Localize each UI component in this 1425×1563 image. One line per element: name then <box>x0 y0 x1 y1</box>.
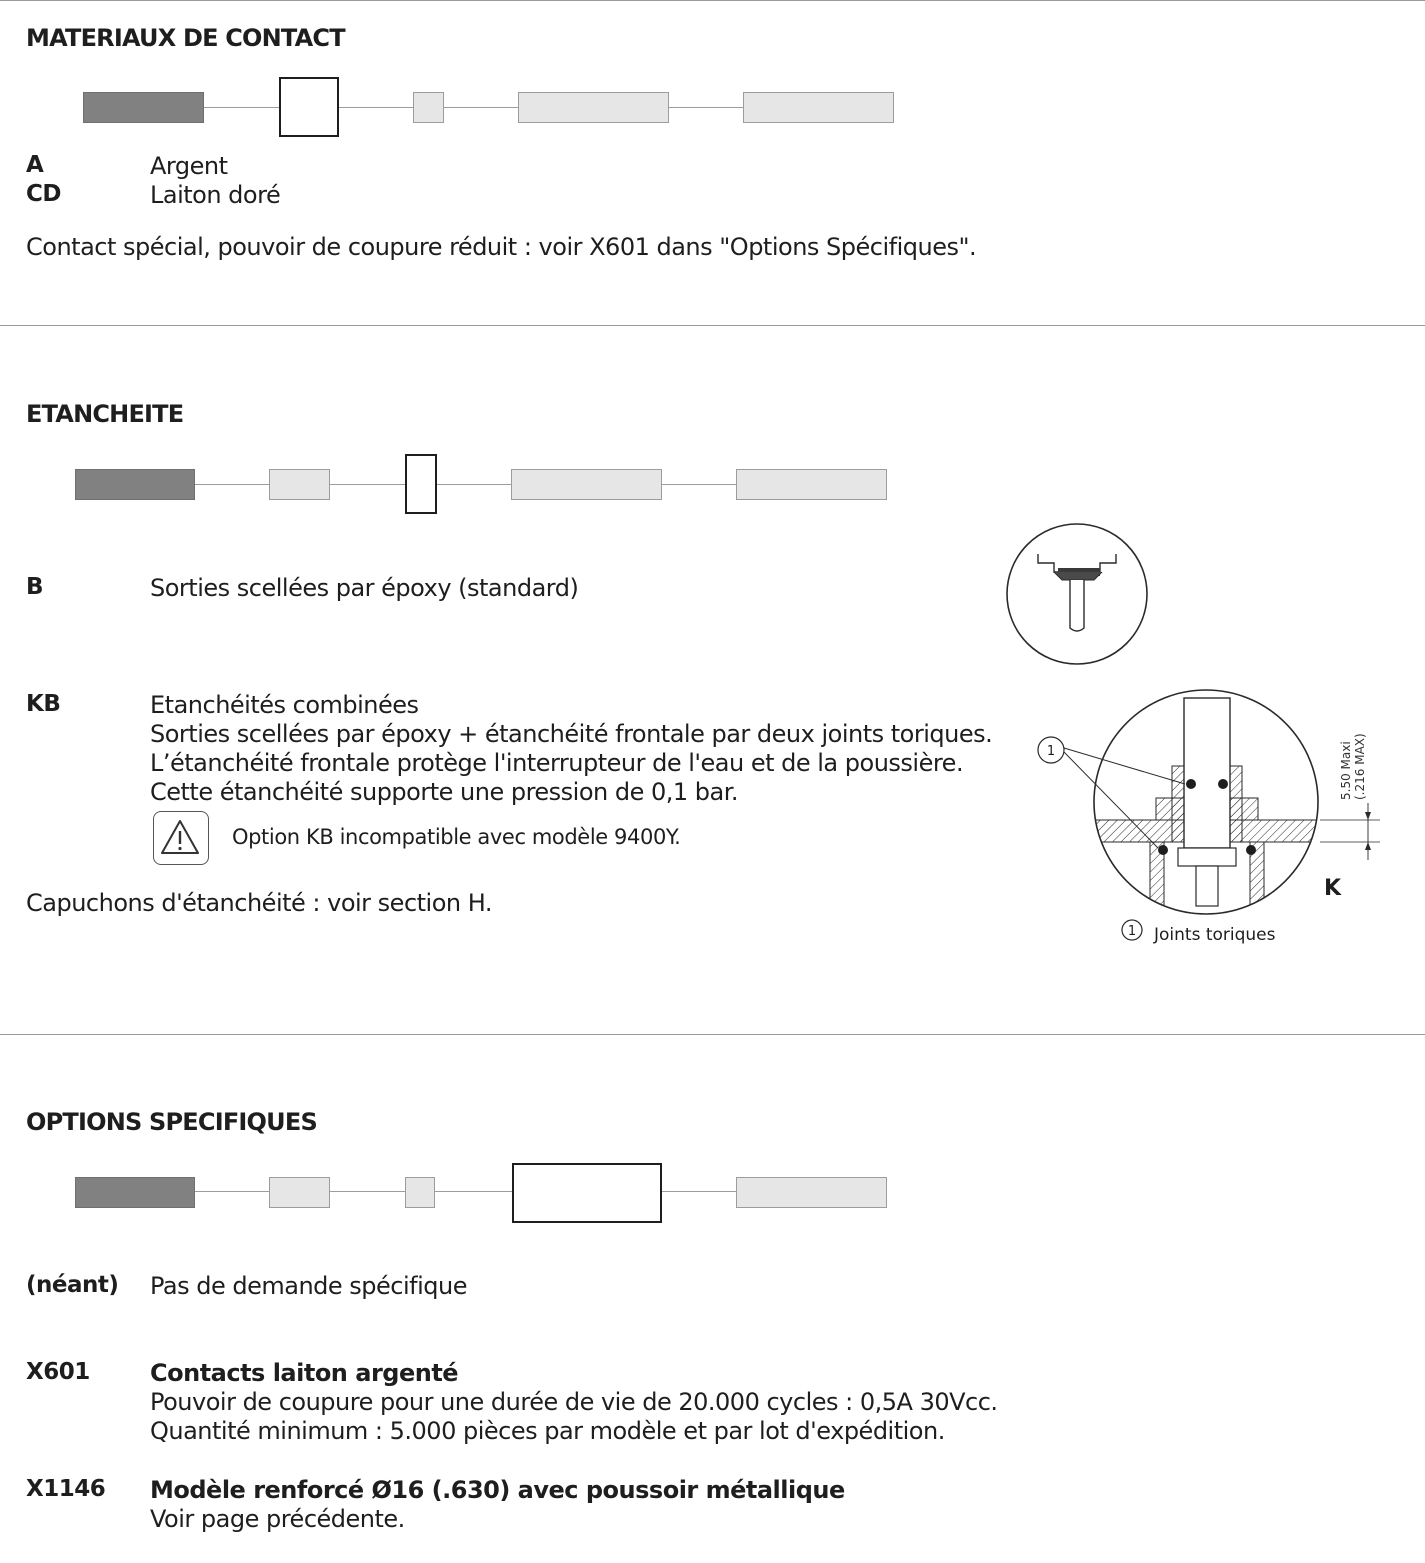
code-segment <box>518 92 669 123</box>
option-code-x1146: X1146 <box>26 1476 106 1502</box>
section-divider <box>0 1034 1425 1035</box>
option-label-neant: Pas de demande spécifique <box>150 1272 467 1300</box>
code-segment <box>736 1177 887 1208</box>
code-segment <box>511 469 662 500</box>
code-segment-selected <box>279 77 339 137</box>
code-segment <box>736 469 887 500</box>
legend-text: Joints toriques <box>1154 925 1276 945</box>
option-label-a: Argent <box>150 152 228 180</box>
code-segment-selected <box>405 454 437 514</box>
warning-icon <box>153 811 209 865</box>
option-label-cd: Laiton doré <box>150 181 281 209</box>
option-label-kb-line1: Etanchéités combinées <box>150 691 419 719</box>
warning-text: Option KB incompatible avec modèle 9400Y. <box>232 825 681 849</box>
section-title-materiaux: MATERIAUX DE CONTACT <box>26 24 345 52</box>
code-segment <box>405 1177 435 1208</box>
etancheite-note: Capuchons d'étanchéité : voir section H. <box>26 889 492 917</box>
dimension-imperial: (.216 MAX) <box>1353 733 1367 800</box>
option-line-x1146-1: Voir page précédente. <box>150 1505 405 1533</box>
option-label-kb-line4: Cette étanchéité supporte une pression de 0,1 bar. <box>150 778 739 806</box>
option-label-kb-line3: L’étanchéité frontale protège l'interrupteur de l'eau et de la poussière. <box>150 749 964 777</box>
code-segment-series <box>83 92 204 123</box>
kb-seal-figure <box>1030 678 1390 953</box>
callout-number: 1 <box>1046 744 1056 759</box>
top-rule <box>0 0 1425 1</box>
figure-letter: K <box>1324 876 1342 901</box>
option-title-x1146: Modèle renforcé Ø16 (.630) avec poussoir métallique <box>150 1476 845 1504</box>
code-segment <box>269 469 330 500</box>
option-code-a: A <box>26 152 44 178</box>
option-label-b: Sorties scellées par époxy (standard) <box>150 574 579 602</box>
option-code-x601: X601 <box>26 1359 90 1385</box>
code-segment <box>743 92 894 123</box>
materiaux-note: Contact spécial, pouvoir de coupure réduit : voir X601 dans "Options Spécifiques". <box>26 233 977 261</box>
option-code-b: B <box>26 574 44 600</box>
legend-number: 1 <box>1127 924 1137 939</box>
option-title-x601: Contacts laiton argenté <box>150 1359 459 1387</box>
section-title-options: OPTIONS SPECIFIQUES <box>26 1108 317 1136</box>
option-line-x601-1: Pouvoir de coupure pour une durée de vie de 20.000 cycles : 0,5A 30Vcc. <box>150 1388 998 1416</box>
code-segment-series <box>75 1177 195 1208</box>
code-segment <box>413 92 444 123</box>
option-label-kb-line2: Sorties scellées par époxy + étanchéité frontale par deux joints toriques. <box>150 720 993 748</box>
epoxy-seal-figure <box>1000 520 1160 670</box>
code-segment <box>269 1177 330 1208</box>
option-code-cd: CD <box>26 181 61 207</box>
option-code-kb: KB <box>26 691 61 717</box>
option-code-neant: (néant) <box>26 1272 119 1298</box>
code-segment-series <box>75 469 195 500</box>
section-divider <box>0 325 1425 326</box>
code-segment-selected <box>512 1163 662 1223</box>
option-line-x601-2: Quantité minimum : 5.000 pièces par modèle et par lot d'expédition. <box>150 1417 945 1445</box>
section-title-etancheite: ETANCHEITE <box>26 400 184 428</box>
dimension-metric: 5.50 Maxi <box>1339 741 1353 800</box>
